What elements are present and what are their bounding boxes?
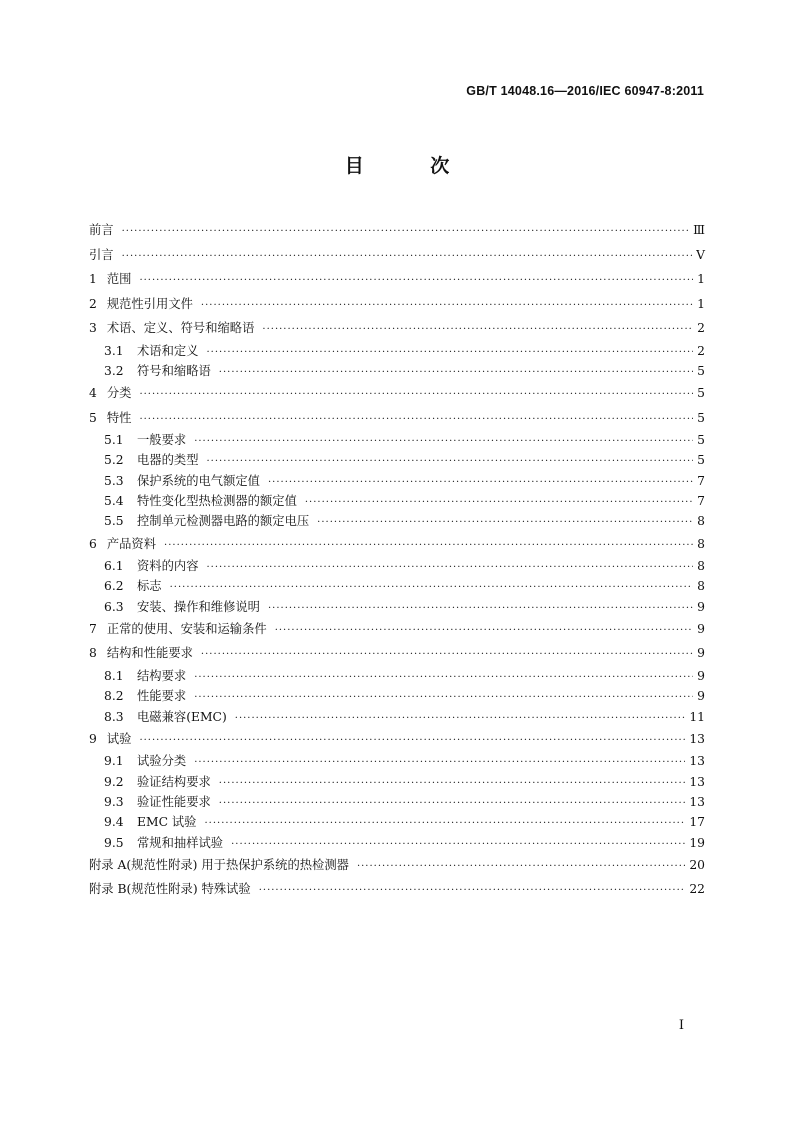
toc-entry-title: 产品资料 xyxy=(106,536,157,551)
toc-entry-number: 3.1 xyxy=(104,343,124,358)
toc-entry[interactable] xyxy=(89,532,705,557)
toc-entry[interactable] xyxy=(89,471,705,491)
toc-leader-dots xyxy=(170,578,693,598)
toc-leader-dots xyxy=(305,493,693,513)
toc-entry-page: 7 xyxy=(697,493,705,508)
toc-entry[interactable] xyxy=(89,218,705,243)
toc-leader-dots xyxy=(207,343,694,363)
toc-leader-dots xyxy=(139,269,693,294)
toc-leader-dots xyxy=(268,599,693,619)
toc-entry[interactable] xyxy=(89,450,705,470)
toc-entry-title: 附录 A(规范性附录) 用于热保护系统的热检测器 xyxy=(89,857,349,872)
page-number: I xyxy=(678,1018,684,1033)
table-of-contents xyxy=(89,218,705,902)
toc-entry-page: 11 xyxy=(689,709,705,724)
toc-entry-title: 范围 xyxy=(106,272,132,286)
toc-entry-title: 验证结构要求 xyxy=(137,774,211,789)
toc-entry-number: 5 xyxy=(89,410,97,425)
toc-entry-title: 规范性引用文件 xyxy=(106,296,193,311)
toc-entry-title: 安装、操作和维修说明 xyxy=(137,599,260,614)
toc-entry-page: 2 xyxy=(697,321,705,335)
toc-entry-number: 8 xyxy=(89,646,97,661)
toc-entry-title: 特性变化型热检测器的额定值 xyxy=(137,493,297,508)
toc-entry-number: 8.2 xyxy=(104,689,124,704)
toc-entry-page: 13 xyxy=(689,731,705,746)
toc-entry[interactable] xyxy=(89,812,705,832)
toc-entry-page: 8 xyxy=(697,579,705,594)
toc-entry[interactable] xyxy=(89,877,705,902)
toc-entry-page: 20 xyxy=(689,857,705,872)
toc-entry-title: 资料的内容 xyxy=(137,559,199,574)
toc-leader-dots xyxy=(201,294,693,319)
toc-leader-dots xyxy=(204,814,685,834)
toc-entry-number: 3 xyxy=(89,321,97,335)
toc-entry-title: 试验 xyxy=(106,731,132,746)
toc-entry-page: 5 xyxy=(697,386,705,401)
toc-entry-title: 电器的类型 xyxy=(137,453,199,468)
toc-entry[interactable] xyxy=(89,751,705,771)
toc-entry-page: Ⅴ xyxy=(696,247,705,262)
toc-entry-title: 电磁兼容(EMC) xyxy=(137,709,227,724)
toc-leader-dots xyxy=(259,879,686,904)
toc-entry-number: 5.2 xyxy=(104,453,124,468)
toc-leader-dots xyxy=(268,473,693,493)
toc-entry[interactable] xyxy=(89,361,705,381)
toc-entry-title: EMC 试验 xyxy=(137,815,197,830)
toc-entry-title: 试验分类 xyxy=(137,754,187,769)
toc-entry[interactable] xyxy=(89,292,705,317)
toc-entry-page: Ⅲ xyxy=(693,223,705,237)
toc-entry-page: 8 xyxy=(697,514,705,529)
toc-entry-page: 1 xyxy=(697,272,705,286)
toc-entry[interactable] xyxy=(89,316,705,341)
toc-entry-page: 8 xyxy=(697,559,705,574)
toc-entry-page: 19 xyxy=(689,835,705,850)
toc-entry-number: 9.1 xyxy=(104,754,124,769)
toc-entry-number: 5.1 xyxy=(104,433,124,448)
toc-leader-dots xyxy=(317,513,693,533)
toc-entry-number: 9.4 xyxy=(104,815,124,830)
toc-entry-number: 6 xyxy=(89,536,97,551)
toc-leader-dots xyxy=(122,245,693,270)
toc-entry-page: 13 xyxy=(689,754,705,769)
toc-entry-number: 8.3 xyxy=(104,709,124,724)
toc-entry[interactable] xyxy=(89,666,705,686)
toc-leader-dots xyxy=(139,729,685,754)
toc-entry-number: 4 xyxy=(89,386,97,401)
toc-entry-title: 正常的使用、安装和运输条件 xyxy=(106,621,267,636)
toc-entry[interactable] xyxy=(89,243,705,268)
toc-entry-number: 7 xyxy=(89,621,97,636)
toc-entry-title: 前言 xyxy=(89,223,114,237)
toc-leader-dots xyxy=(194,432,693,452)
toc-entry[interactable] xyxy=(89,707,705,727)
toc-leader-dots xyxy=(262,318,693,343)
toc-entry-page: 5 xyxy=(697,410,705,425)
toc-entry[interactable] xyxy=(89,576,705,596)
toc-entry-page: 5 xyxy=(697,363,705,378)
toc-entry-title: 常规和抽样试验 xyxy=(137,835,224,850)
toc-entry-page: 22 xyxy=(689,882,705,897)
toc-entry-page: 13 xyxy=(689,774,705,789)
toc-entry[interactable] xyxy=(89,641,705,666)
toc-entry-number: 9 xyxy=(89,731,97,746)
toc-leader-dots xyxy=(164,534,693,559)
toc-entry-title: 控制单元检测器电路的额定电压 xyxy=(137,514,310,529)
toc-entry-page: 17 xyxy=(689,815,705,830)
toc-entry-number: 6.1 xyxy=(104,559,124,574)
toc-entry[interactable] xyxy=(89,833,705,853)
standard-code: GB/T 14048.16—2016/IEC 60947-8:2011 xyxy=(466,84,704,98)
toc-entry-title: 结构和性能要求 xyxy=(106,646,193,661)
toc-entry[interactable] xyxy=(89,792,705,812)
toc-leader-dots xyxy=(235,709,686,729)
toc-leader-dots xyxy=(219,363,693,383)
toc-entry[interactable] xyxy=(89,267,705,292)
toc-entry[interactable] xyxy=(89,772,705,792)
toc-entry-page: 9 xyxy=(697,621,705,636)
toc-entry-number: 3.2 xyxy=(104,363,124,378)
toc-entry-page: 7 xyxy=(697,473,705,488)
toc-entry-page: 9 xyxy=(697,668,705,683)
toc-leader-dots xyxy=(194,668,693,688)
toc-entry-title: 标志 xyxy=(137,579,162,594)
toc-entry-title: 符号和缩略语 xyxy=(137,363,211,378)
toc-entry[interactable] xyxy=(89,341,705,361)
toc-leader-dots xyxy=(194,688,693,708)
toc-entry-number: 2 xyxy=(89,296,97,311)
toc-leader-dots xyxy=(231,835,685,855)
toc-entry-title: 引言 xyxy=(89,247,114,262)
toc-entry-number: 6.2 xyxy=(104,579,124,594)
toc-entry-page: 9 xyxy=(697,599,705,614)
toc-leader-dots xyxy=(219,774,686,794)
toc-leader-dots xyxy=(122,220,690,245)
toc-leader-dots xyxy=(139,408,693,433)
toc-entry-title: 分类 xyxy=(106,386,132,401)
toc-entry-page: 9 xyxy=(697,646,705,661)
toc-leader-dots xyxy=(275,619,693,644)
toc-entry-number: 6.3 xyxy=(104,599,124,614)
toc-entry[interactable] xyxy=(89,617,705,642)
toc-entry-title: 结构要求 xyxy=(137,668,187,683)
toc-entry-title: 保护系统的电气额定值 xyxy=(137,473,260,488)
toc-leader-dots xyxy=(207,558,694,578)
toc-leader-dots xyxy=(219,794,686,814)
toc-entry[interactable] xyxy=(89,597,705,617)
toc-entry[interactable] xyxy=(89,406,705,431)
toc-entry[interactable] xyxy=(89,556,705,576)
toc-entry-title: 性能要求 xyxy=(137,689,187,704)
toc-entry-number: 8.1 xyxy=(104,668,124,683)
toc-entry-title: 术语、定义、符号和缩略语 xyxy=(106,321,255,335)
toc-leader-dots xyxy=(194,753,685,773)
toc-entry-number: 9.3 xyxy=(104,794,124,809)
toc-entry-page: 5 xyxy=(697,453,705,468)
toc-entry-page: 5 xyxy=(697,433,705,448)
toc-leader-dots xyxy=(139,383,693,408)
toc-entry-number: 5.3 xyxy=(104,473,124,488)
toc-entry-number: 9.2 xyxy=(104,774,124,789)
toc-entry[interactable] xyxy=(89,686,705,706)
toc-entry-title: 术语和定义 xyxy=(137,343,199,358)
toc-entry-title: 验证性能要求 xyxy=(137,794,211,809)
toc-leader-dots xyxy=(207,452,694,472)
toc-entry-page: 1 xyxy=(697,296,705,311)
toc-entry[interactable] xyxy=(89,853,705,878)
toc-leader-dots xyxy=(201,643,693,668)
toc-entry[interactable] xyxy=(89,491,705,511)
toc-entry[interactable] xyxy=(89,381,705,406)
toc-entry-number: 1 xyxy=(89,272,97,286)
toc-entry-title: 特性 xyxy=(106,410,132,425)
toc-entry-number: 5.4 xyxy=(104,493,124,508)
toc-entry-title: 附录 B(规范性附录) 特殊试验 xyxy=(89,882,251,897)
toc-entry-number: 5.5 xyxy=(104,514,124,529)
toc-entry[interactable] xyxy=(89,727,705,752)
toc-entry-page: 9 xyxy=(697,689,705,704)
toc-entry-number: 9.5 xyxy=(104,835,124,850)
toc-entry-page: 13 xyxy=(689,794,705,809)
toc-entry-page: 8 xyxy=(697,536,705,551)
toc-entry[interactable] xyxy=(89,430,705,450)
toc-entry[interactable] xyxy=(89,511,705,531)
page-title: 目 次 xyxy=(344,155,480,177)
toc-entry-page: 2 xyxy=(697,343,705,358)
toc-entry-title: 一般要求 xyxy=(137,433,187,448)
toc-leader-dots xyxy=(357,855,685,880)
